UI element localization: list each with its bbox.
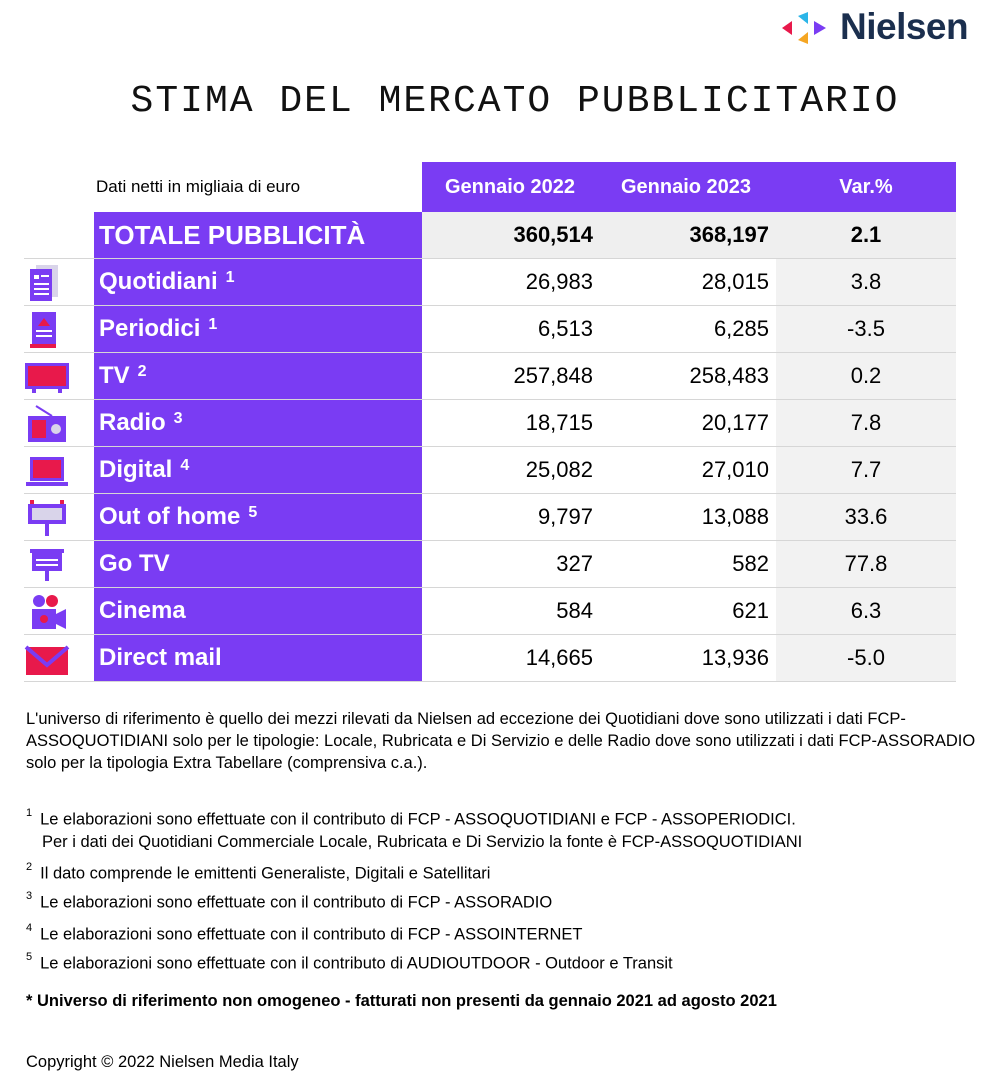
laptop-icon	[24, 451, 70, 491]
value-2022: 26,983	[525, 269, 593, 294]
total-2023: 368,197	[689, 222, 769, 247]
billboard-icon	[24, 498, 70, 538]
value-var: -3.5	[776, 306, 956, 352]
value-2022: 25,082	[525, 457, 593, 482]
table-row-cinema	[24, 588, 956, 635]
table-row-periodici	[24, 306, 956, 353]
value-2023: 582	[732, 551, 769, 576]
movie-camera-icon	[24, 592, 70, 632]
value-2022: 18,715	[525, 410, 593, 435]
footnote-4: $^4$ Le elaborazioni sono effettuate con il contributo di FCP - ASSOINTERNET	[26, 922, 583, 944]
market-table	[24, 162, 956, 682]
row-label: Quotidiani $^1$	[94, 259, 422, 305]
value-var: 7.8	[776, 400, 956, 446]
column-header-var: Var.%	[839, 175, 893, 198]
value-2023: 27,010	[701, 457, 769, 482]
table-row-go-tv	[24, 541, 956, 588]
footnote-1: $^1$ Le elaborazioni sono effettuate con il contributo di FCP - ASSOQUOTIDIANI e FCP - ASSOPERIODICI. Per i dati dei Quotidiani Commerciale Locale, Rubricata e Di Servizio la fonte è FCP-ASSOQUOTIDIANI	[26, 807, 803, 851]
table-row-radio	[24, 400, 956, 447]
value-2023: 28,015	[701, 269, 769, 294]
total-2022: 360,514	[513, 222, 593, 247]
row-label: Periodici $^1$	[94, 306, 422, 352]
column-header-2022: Gennaio 2022	[444, 175, 576, 198]
value-2022: 257,848	[513, 363, 593, 388]
table-row-quotidiani	[24, 259, 956, 306]
nielsen-logo-mark-icon	[780, 8, 834, 48]
header-cells	[422, 162, 956, 212]
value-var: 7.7	[776, 447, 956, 493]
row-label: Digital $^4$	[94, 447, 422, 493]
value-2023: 258,483	[689, 363, 769, 388]
table-row-tv	[24, 353, 956, 400]
envelope-icon	[24, 639, 70, 679]
row-label: Direct mail	[94, 635, 422, 681]
unit-label: Dati netti in migliaia di euro	[96, 177, 301, 196]
table-row-out-of-home	[24, 494, 956, 541]
row-label: Go TV	[94, 541, 422, 587]
value-2023: 20,177	[701, 410, 769, 435]
value-2022: 327	[556, 551, 593, 576]
value-2022: 584	[556, 598, 593, 623]
value-var: 33.6	[776, 494, 956, 540]
screen-stand-icon	[24, 545, 70, 585]
disclaimer: * Universo di riferimento non omogeneo - fatturati non presenti da gennaio 2021 ad agosto 2021	[26, 992, 777, 1010]
tv-icon	[24, 357, 70, 397]
copyright: Copyright © 2022 Nielsen Media Italy	[26, 1053, 299, 1071]
column-header-2023: Gennaio 2023	[620, 175, 752, 198]
footnote-2: $^2$ Il dato comprende le emittenti Generaliste, Digitali e Satellitari	[26, 861, 491, 883]
row-label: TV $^2$	[94, 353, 422, 399]
value-2022: 14,665	[525, 645, 593, 670]
total-var: 2.1	[850, 222, 882, 247]
total-row	[24, 212, 956, 259]
value-var: 6.3	[776, 588, 956, 634]
value-2022: 6,513	[537, 316, 593, 341]
magazine-icon	[24, 310, 70, 350]
total-label: TOTALE PUBBLICITÀ	[94, 212, 422, 258]
value-var: 77.8	[776, 541, 956, 587]
footnote-5: $^5$ Le elaborazioni sono effettuate con il contributo di AUDIOUTDOOR - Outdoor e Transit	[26, 951, 673, 973]
radio-icon	[24, 404, 70, 444]
value-2023: 621	[732, 598, 769, 623]
value-var: 3.8	[776, 259, 956, 305]
nielsen-logo	[780, 8, 990, 48]
value-2023: 13,088	[701, 504, 769, 529]
value-var: -5.0	[776, 635, 956, 681]
value-2023: 13,936	[701, 645, 769, 670]
table-header-row	[24, 162, 956, 212]
footnote-3: $^3$ Le elaborazioni sono effettuate con il contributo di FCP - ASSORADIO	[26, 890, 553, 912]
value-2023: 6,285	[713, 316, 769, 341]
newspaper-icon	[24, 263, 70, 303]
row-label: Out of home $^5$	[94, 494, 422, 540]
brand-name: Nielsen	[840, 6, 969, 47]
table-row-digital	[24, 447, 956, 494]
value-var: 0.2	[776, 353, 956, 399]
row-label: Radio $^3$	[94, 400, 422, 446]
page-title: STIMA DEL MERCATO PUBBLICITARIO	[130, 80, 900, 123]
table-row-direct-mail	[24, 635, 956, 682]
total-cells	[422, 212, 956, 258]
row-label: Cinema	[94, 588, 422, 634]
value-2022: 9,797	[537, 504, 593, 529]
universe-note: L'universo di riferimento è quello dei mezzi rilevati da Nielsen ad eccezione dei Quotidiani dove sono utilizzati i dati FCP-ASSOQUOTIDIANI solo per le tipologie: Locale, Rubricata e Di Servizio e delle Radio dove sono utilizzati i dati FCP-ASSORADIO solo per la tipologia Extra Tabellare (comprensiva c.a.).	[26, 710, 976, 772]
